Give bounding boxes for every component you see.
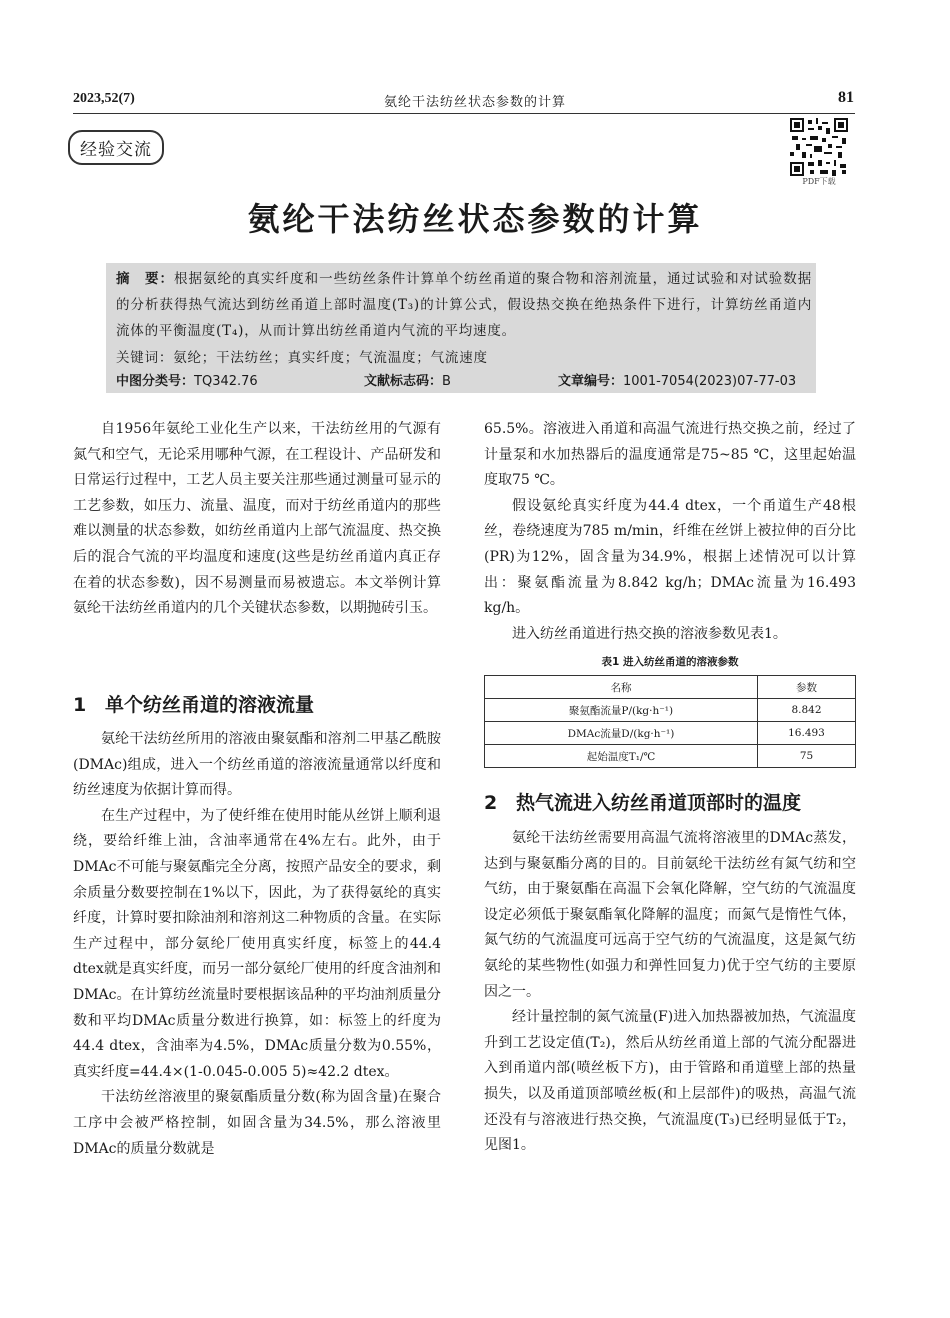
article-title: 氨纶干法纺丝状态参数的计算 [247, 200, 703, 238]
doc-code-label: 文献标志码： [364, 374, 443, 389]
table-header-value: 参数 [758, 676, 856, 699]
section-1-paragraph-1: 氨纶干法纺丝所用的溶液由聚氨酯和溶剂二甲基乙酰胺(DMAc)组成，进入一个纺丝甬道的溶液流量通常以纤度和纺丝速度为依据计算而得。 [73, 731, 441, 799]
clc-label: 中图分类号： [116, 374, 195, 389]
table-cell: 起始温度T₁/℃ [485, 745, 758, 768]
left-column-section-1 [73, 727, 441, 1162]
header-rule [73, 113, 855, 114]
abstract [116, 266, 812, 344]
journal-issue: 2023,52(7) [73, 91, 135, 106]
section-1-paragraph-6: 进入纺丝甬道进行热交换的溶液参数见表1。 [512, 625, 787, 642]
clc-value: TQ342.76 [194, 374, 258, 389]
section-2-title: 热气流进入纺丝甬道顶部时的温度 [516, 792, 802, 814]
classification-row [116, 370, 816, 389]
left-column-intro [73, 417, 441, 622]
table-header-row [485, 676, 856, 699]
section-2-paragraph-1: 氨纶干法纺丝需要用高温气流将溶液里的DMAc蒸发，达到与聚氨酯分离的目的。目前氨纶干法纺丝有氮气纺和空气纺，由于聚氨酯在高温下会氧化降解，空气纺的气流温度设定必须低于聚氨酯氧化降解的温度；而氮气是惰性气体，氮气纺的气流温度可远高于空气纺的气流温度，这是氮气纺氨纶的某些物性(如强力和弹性回复力)优于空气纺的主要原因之一。 [484, 830, 856, 1000]
table-cell: 75 [758, 745, 856, 768]
section-2-heading [484, 788, 801, 815]
table-row [485, 722, 856, 745]
abstract-text: 根据氨纶的真实纤度和一些纺丝条件计算单个纺丝甬道的聚合物和溶剂流量，通过试验和对试验数据的分析获得热气流达到纺丝甬道上部时温度(T₃)的计算公式，假设热交换在绝热条件下进行，计算纺丝甬道内流体的平衡温度(T₄)，从而计算出纺丝甬道内气流的平均速度。 [116, 271, 813, 339]
section-1-paragraph-2: 在生产过程中，为了使纤维在使用时能从丝饼上顺利退绕，要给纤维上油，含油率通常在4%左右。此外，由于DMAc不可能与聚氨酯完全分离，按照产品安全的要求，剩余质量分数要控制在1%以下，因此，为了获得氨纶的真实纤度，计算时要扣除油剂和溶剂这二种物质的含量。在实际生产过程中，部分氨纶厂使用真实纤度，标签上的44.4 dtex就是真实纤度，而另一部分氨纶厂使用的纤度含油剂和DMAc。在计算纺丝流量时要根据该品种的平均油剂质量分数和平均DMAc质量分数进行换算，如：标签上的纤度为44.4 dtex，含油率为4.5%，DMAc质量分数为0.55%，真实纤度=44.4×(1-0.045-0.005 5)≈42.2 dtex。 [73, 807, 441, 1080]
section-1-number: 1 [73, 694, 87, 716]
intro-paragraph: 自1956年氨纶工业化生产以来，干法纺丝用的气源有氮气和空气，无论采用哪种气源，在工程设计、产品研发和日常运行过程中，工艺人员主要关注那些通过测量可显示的工艺参数，如压力、流量、温度，而对于纺丝甬道内的那些难以测量的状态参数，如纺丝甬道内上部气流温度、热交换后的混合气流的平均温度和速度(这些是纺丝甬道内真正存在着的状态参数)，因不易测量而易被遗忘。本文举例计算氨纶干法纺丝甬道内的几个关键状态参数，以期抛砖引玉。 [73, 421, 441, 617]
right-column-section-2 [484, 826, 856, 1159]
keywords-label: 关键词： [116, 350, 174, 366]
qr-caption: PDF下载 [802, 177, 836, 186]
section-1-paragraph-3: 干法纺丝溶液里的聚氨酯质量分数(称为固含量)在聚合工序中会被严格控制，如固含量为34.5%，那么溶液里DMAc的质量分数就是 [73, 1089, 441, 1157]
table-row [485, 699, 856, 722]
keywords [116, 345, 488, 371]
section-2-number: 2 [484, 792, 498, 814]
article-no-value: 1001-7054(2023)07-77-03 [623, 374, 797, 389]
table-1 [484, 675, 856, 768]
table-cell: DMAc流量D/(kg·h⁻¹) [485, 722, 758, 745]
table-header-name: 名称 [485, 676, 758, 699]
section-2-paragraph-2: 经计量控制的氮气流量(F)进入加热器被加热，气流温度升到工艺设定值(T₂)，然后从纺丝甬道上部的气流分配器进入到甬道内部(喷丝板下方)，由于管路和甬道壁上部的热量损失，以及甬道顶部喷丝板(和上层部件)的吸热，高温气流还没有与溶液进行热交换，气流温度(T₃)已经明显低于T₂，见图1。 [484, 1009, 856, 1154]
section-1-paragraph-5: 假设氨纶真实纤度为44.4 dtex，一个甬道生产48根丝，卷绕速度为785 m/min，纤维在丝饼上被拉伸的百分比(PR)为12%，固含量为34.9%，根据上述情况可以计算出：聚氨酯流量为8.842 kg/h；DMAc流量为16.493 kg/h。 [484, 497, 856, 617]
table-cell: 聚氨酯流量P/(kg·h⁻¹) [485, 699, 758, 722]
page-number: 81 [838, 89, 854, 106]
section-1-title: 单个纺丝甬道的溶液流量 [105, 694, 315, 716]
column-tag: 经验交流 [68, 130, 164, 165]
table-cell: 16.493 [758, 722, 856, 745]
section-1-paragraph-4: 65.5%。溶液进入甬道和高温气流进行热交换之前，经过了计量泵和水加热器后的温度通常是75~85 ℃，这里起始温度取75 ℃。 [484, 421, 856, 489]
table-row [485, 745, 856, 768]
section-1-heading [73, 690, 314, 717]
abstract-label: 摘 要： [116, 271, 175, 287]
table-1-caption: 表1 进入纺丝甬道的溶液参数 [601, 656, 739, 668]
keywords-text: 氨纶；干法纺丝；真实纤度；气流温度；气流速度 [173, 350, 488, 366]
running-title: 氨纶干法纺丝状态参数的计算 [383, 95, 566, 110]
table-cell: 8.842 [758, 699, 856, 722]
right-column-top [484, 417, 856, 647]
qr-code-icon[interactable] [790, 118, 848, 176]
article-no-label: 文章编号： [558, 374, 624, 389]
doc-code-value: B [442, 374, 451, 389]
